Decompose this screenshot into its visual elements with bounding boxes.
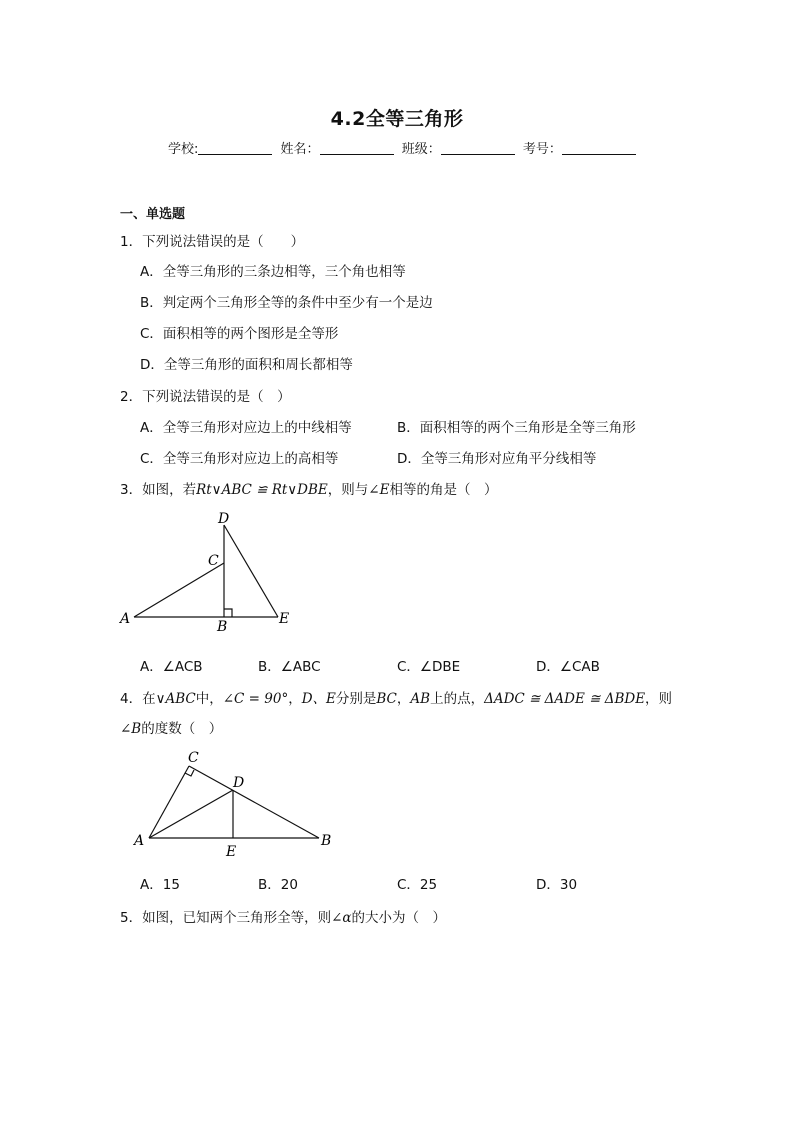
q4-option-a: A．15 [140, 877, 180, 893]
id-blank [562, 141, 636, 155]
q3-stem-prefix: 3．如图，若 [120, 482, 197, 498]
q4-option-c: C．25 [397, 877, 438, 893]
q4-congruence: ΔADC ≅ ΔADE ≅ ΔBDE [484, 691, 646, 707]
q4-label-d: D [233, 775, 245, 791]
id-label: 考号： [522, 142, 562, 157]
q3-figure [110, 505, 310, 640]
q4-triangle: ∨ABC [155, 691, 196, 707]
q2-option-c: C．全等三角形对应边上的高相等 [140, 451, 339, 467]
class-blank [441, 141, 515, 155]
school-blank [198, 141, 272, 155]
q1-option-c: C．面积相等的两个图形是全等形 [140, 326, 339, 342]
q5-prefix: 5．如图，已知两个三角形全等，则 [120, 910, 332, 926]
q3-label-e: E [279, 611, 290, 627]
q3-option-a: A．∠ACB [140, 659, 203, 675]
q2-stem: 2．下列说法错误的是（ ） [120, 389, 291, 405]
q3-stem-congruence: Rt∨ABC ≌ Rt∨DBE [196, 482, 328, 498]
q4-label-a: A [134, 833, 145, 849]
q3-label-b: B [217, 619, 228, 635]
q2-option-b: B．面积相等的两个三角形是全等三角形 [397, 420, 636, 436]
q4-stem-line2 [120, 717, 222, 737]
q2-option-a: A．全等三角形对应边上的中线相等 [140, 420, 352, 436]
q3-label-d: D [218, 511, 230, 527]
q4-segment-ad [149, 790, 233, 838]
q5-suffix: 的大小为（ ） [351, 910, 447, 926]
section-heading: 一、单选题 [120, 207, 186, 222]
name-label: 姓名： [280, 142, 320, 157]
q3-label-c: C [208, 553, 219, 569]
q4-points-de: D、E [301, 691, 336, 707]
q4-suffix: 的度数（ ） [141, 721, 223, 737]
q3-segment-de [224, 525, 278, 617]
q4-condition: ∠C = 90° [222, 691, 289, 707]
q3-label-a: A [120, 611, 131, 627]
q3-option-b: B．∠ABC [258, 659, 321, 675]
q1-stem: 1．下列说法错误的是（ ） [120, 234, 305, 250]
page-title: 4.2全等三角形 [330, 108, 464, 130]
q4-prefix: 4．在 [120, 691, 156, 707]
q4-label-e: E [226, 844, 237, 860]
q3-option-d: D．∠CAB [536, 659, 600, 675]
q4-segment-cb [189, 766, 319, 838]
q3-stem-mid: ，则与 [327, 482, 369, 498]
q2-option-d: D．全等三角形对应角平分线相等 [397, 451, 597, 467]
q4-label-b: B [321, 833, 332, 849]
q4-angle-b: ∠B [120, 721, 142, 737]
q4-stem-line1 [120, 687, 672, 707]
q4-mid3: 分别是 [335, 691, 377, 707]
q4-end: ，则 [645, 691, 673, 707]
q1-option-d: D．全等三角形的面积和周长都相等 [140, 357, 353, 373]
class-label: 班级： [401, 142, 441, 157]
q4-label-c: C [188, 750, 199, 766]
q1-option-b: B．判定两个三角形全等的条件中至少有一个是边 [140, 295, 433, 311]
student-info-row [168, 138, 640, 157]
q3-segment-ac [134, 563, 224, 617]
q3-option-c: C．∠DBE [397, 659, 461, 675]
q3-right-angle-mark [224, 609, 232, 617]
school-label: 学校: [168, 142, 199, 157]
q5-stem [120, 906, 446, 926]
q4-mid5: 上的点， [430, 691, 485, 707]
q3-stem-angle: ∠E [368, 482, 390, 498]
q4-side-bc: BC [376, 691, 397, 707]
q4-option-d: D．30 [536, 877, 578, 893]
q1-option-a: A．全等三角形的三条边相等，三个角也相等 [140, 264, 406, 280]
q4-mid4: ， [396, 691, 411, 707]
q4-option-b: B．20 [258, 877, 298, 893]
q5-angle: ∠α [331, 910, 352, 926]
name-blank [320, 141, 394, 155]
q3-stem [120, 478, 497, 498]
q4-mid2: ， [288, 691, 302, 707]
q4-mid1: 中， [195, 691, 223, 707]
q4-figure [125, 745, 345, 860]
q3-stem-suffix: 相等的角是（ ） [389, 482, 498, 498]
q4-side-ab: AB [410, 691, 431, 707]
